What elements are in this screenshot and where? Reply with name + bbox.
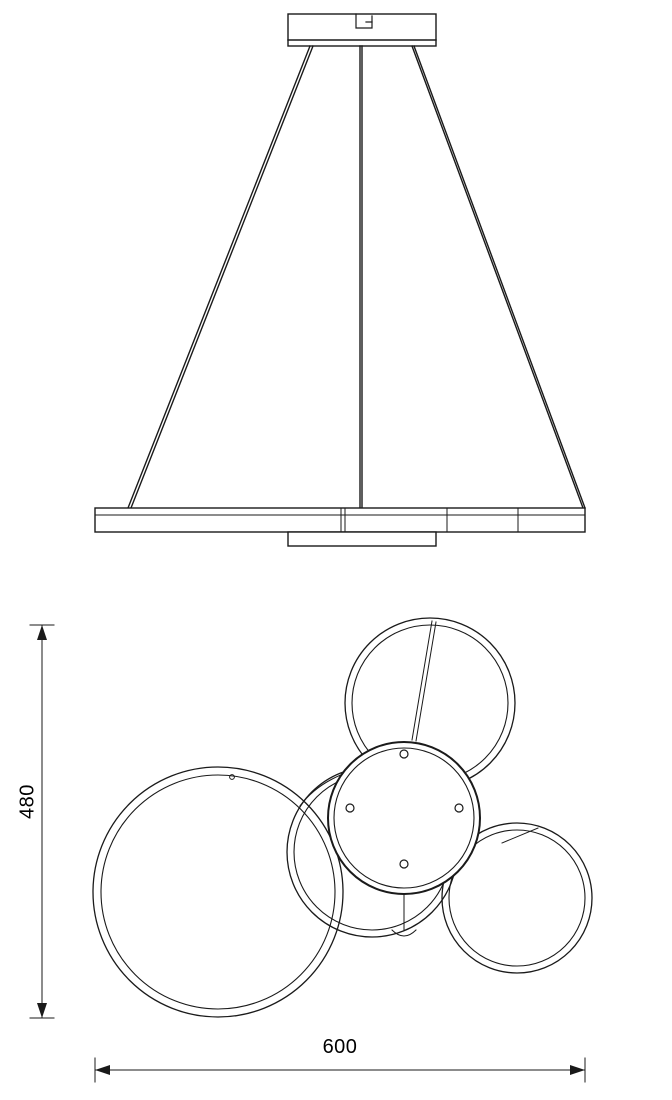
front-elevation-view xyxy=(95,14,585,546)
cable-right xyxy=(412,46,583,508)
fixing-hole-right xyxy=(455,804,463,812)
cable-left xyxy=(128,46,310,508)
bottom-plan-view xyxy=(93,618,592,1017)
dimension-label-width: 600 xyxy=(322,1036,358,1058)
cable-right-2 xyxy=(414,46,585,508)
fixing-hole-bottom xyxy=(400,860,408,868)
driver-box-front xyxy=(288,532,436,546)
fixing-hole-left xyxy=(346,804,354,812)
suspension-cables xyxy=(128,46,585,508)
dimension-height xyxy=(30,625,54,1018)
dimension-width xyxy=(95,1058,585,1082)
dimension-lines xyxy=(30,625,585,1082)
ceiling-canopy xyxy=(288,14,436,46)
cable-left-2 xyxy=(131,46,313,508)
central-driver-disc xyxy=(328,742,480,894)
fixture-body-front xyxy=(95,508,585,546)
fixing-hole-top xyxy=(400,750,408,758)
dimension-label-height: 480 xyxy=(16,784,39,819)
plan-connector-stub xyxy=(392,894,416,936)
